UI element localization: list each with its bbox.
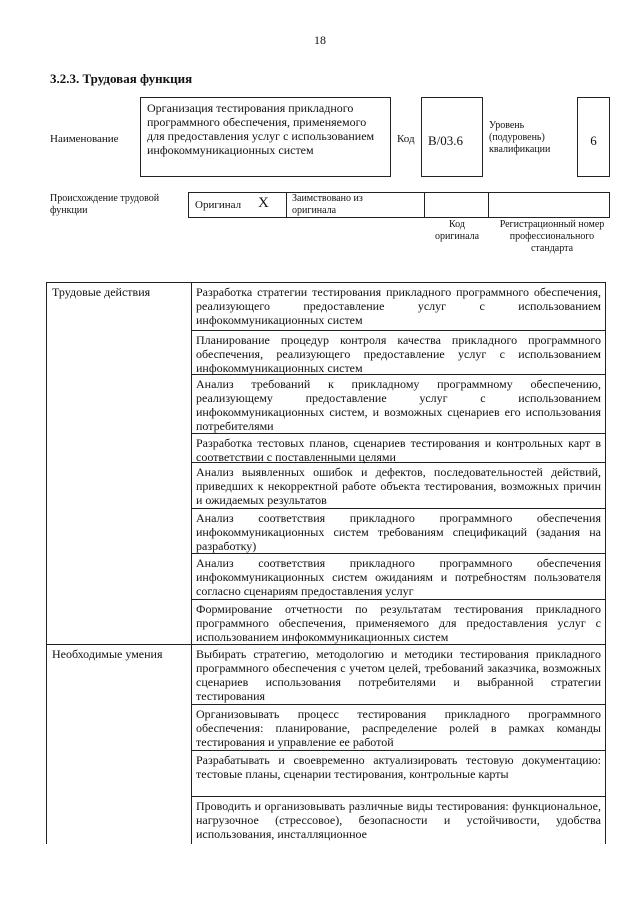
original-label: Оригинал: [195, 199, 242, 211]
function-name-box: [140, 97, 391, 177]
name-label: Наименование: [50, 133, 119, 145]
labor-action-7: Анализ соответствия прикладного программного обеспечения инфокоммуникационных систем ожиданиям и потребностям пользователя согласно сценариям предоставления услуг: [196, 556, 601, 598]
original-mark: X: [258, 195, 269, 211]
labor-action-4: Разработка тестовых планов, сценариев тестирования и контрольных карт в соответствии с поставленными целями: [196, 436, 601, 464]
level-box: [577, 97, 610, 177]
labor-action-5: Анализ выявленных ошибок и дефектов, последовательностей действий, приведших к некорректной работе объекта тестирования, возможных причин и ожидаемых результатов: [196, 465, 601, 507]
function-name: Организация тестирования прикладного программного обеспечения, применяемого для предоставления услуг с использованием инфокоммуникационных систем: [147, 101, 375, 157]
reg-number-caption: Регистрационный номер профессионального стандарта: [499, 219, 605, 254]
section-title: 3.2.3. Трудовая функция: [50, 71, 193, 86]
skill-1: Выбирать стратегию, методологию и методики тестирования прикладного программного обеспечения с учетом целей, требований заказчика, возможных сценариев использования потребителями и выбранной стратегии тестирования: [196, 647, 601, 703]
level-value: 6: [590, 133, 597, 148]
code-original-caption: Код оригинала: [434, 219, 480, 242]
labor-action-8: Формирование отчетности по результатам тестирования прикладного программного обеспечения, применяемого для предоставления услуг с использованием инфокоммуникационных систем: [196, 602, 601, 644]
code-label: Код: [397, 133, 415, 145]
code-value: B/03.6: [428, 133, 464, 148]
skill-2: Организовывать процесс тестирования прикладного программного обеспечения: планирование, распределение ролей в рамках команды тестирования и управление ее работой: [196, 707, 601, 749]
skill-4: Проводить и организовывать различные виды тестирования: функциональное, нагрузочное (стрессовое), безопасности и устойчивости, удобства использования, инсталляционное: [196, 799, 601, 841]
skills-label: Необходимые умения: [52, 647, 163, 661]
skill-3: Разрабатывать и своевременно актуализировать тестовую документацию: тестовые планы, сценарии тестирования, контрольные карты: [196, 753, 601, 781]
labor-action-2: Планирование процедур контроля качества прикладного программного обеспечения, реализующего предоставление услуг с использованием инфокоммуникационных систем: [196, 333, 601, 375]
labor-action-3: Анализ требований к прикладному программному обеспечению, реализующему предоставление услуг с использованием инфокоммуникационных систем, и возможных сценариев его использования потребителями: [196, 377, 601, 433]
labor-actions-label: Трудовые действия: [52, 285, 151, 299]
labor-action-6: Анализ соответствия прикладного программного обеспечения инфокоммуникационных систем требованиям спецификаций (задания на разработку): [196, 511, 601, 553]
level-label: Уровень (подуровень) квалификации: [489, 120, 551, 155]
labor-action-1: Разработка стратегии тестирования прикладного программного обеспечения, реализующего предоставление услуг с использованием инфокоммуникационных систем: [196, 285, 601, 327]
code-box: [421, 97, 483, 177]
origin-label: Происхождение трудовой функции: [50, 193, 160, 216]
borrowed-label: Заимствовано из оригинала: [292, 193, 363, 216]
page-number: 18: [314, 33, 326, 47]
